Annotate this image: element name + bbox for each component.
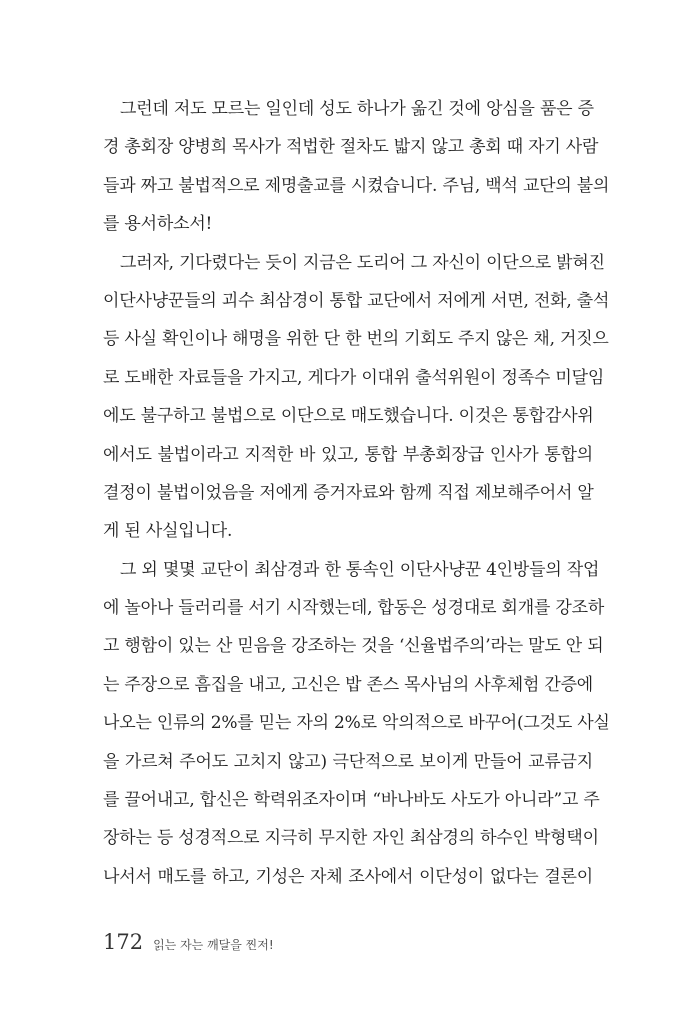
text-line: 장하는 등 성경적으로 지극히 무지한 자인 최삼경의 하수인 박형택이 <box>103 828 599 849</box>
page-footer <box>103 930 274 960</box>
text-line: 고 행함이 있는 산 믿음을 강조하는 것을 ‘신율법주의’라는 말도 안 되 <box>103 636 604 657</box>
body-text <box>103 90 610 896</box>
text-line: 나서서 매도를 하고, 기성은 자체 조사에서 이단성이 없다는 결론이 <box>103 866 593 887</box>
text-line: 를 용서하소서! <box>103 214 213 235</box>
text-line: 나오는 인류의 2%를 믿는 자의 2%로 악의적으로 바꾸어(그것도 사실 <box>103 713 610 734</box>
text-line: 를 끌어내고, 합신은 학력위조자이며 “바나바도 사도가 아니라”고 주 <box>103 790 600 811</box>
text-line: 등 사실 확인이나 해명을 위한 단 한 번의 기회도 주지 않은 채, 거짓으 <box>103 329 609 350</box>
text-line: 로 도배한 자료들을 가지고, 게다가 이대위 출석위원이 정족수 미달임 <box>103 367 605 388</box>
text-line: 는 주장으로 흠집을 내고, 고신은 밥 존스 목사님의 사후체험 간증에 <box>103 674 594 695</box>
text-line: 그러자, 기다렸다는 듯이 지금은 도리어 그 자신이 이단으로 밝혀진 <box>120 252 605 273</box>
text-line: 에 놀아나 들러리를 서기 시작했는데, 합동은 성경대로 회개를 강조하 <box>103 598 605 619</box>
text-line: 들과 짜고 불법적으로 제명출교를 시켰습니다. 주님, 백석 교단의 불의 <box>103 175 610 196</box>
text-line: 을 가르쳐 주어도 고치지 않고) 극단적으로 보이게 만들어 교류금지 <box>103 751 593 772</box>
text-line: 그런데 저도 모르는 일인데 성도 하나가 옮긴 것에 앙심을 품은 증 <box>120 99 594 119</box>
running-title: 읽는 자는 깨달을 찐저! <box>153 938 274 952</box>
text-line: 그 외 몇몇 교단이 최삼경과 한 통속인 이단사냥꾼 4인방들의 작업 <box>120 559 600 580</box>
text-line: 에서도 불법이라고 지적한 바 있고, 통합 부총회장급 인사가 통합의 <box>103 444 593 465</box>
text-line: 경 총회장 양병희 목사가 적법한 절차도 밟지 않고 총회 때 자기 사람 <box>103 137 599 158</box>
text-line: 결정이 불법이었음을 저에게 증거자료와 함께 직접 제보해주어서 알 <box>103 482 594 503</box>
page-number: 172 <box>103 930 144 954</box>
text-line: 에도 불구하고 불법으로 이단으로 매도했습니다. 이것은 통합감사위 <box>103 406 594 427</box>
text-line: 게 된 사실입니다. <box>103 521 233 542</box>
text-line: 이단사냥꾼들의 괴수 최삼경이 통합 교단에서 저에게 서면, 전화, 출석 <box>103 290 610 311</box>
